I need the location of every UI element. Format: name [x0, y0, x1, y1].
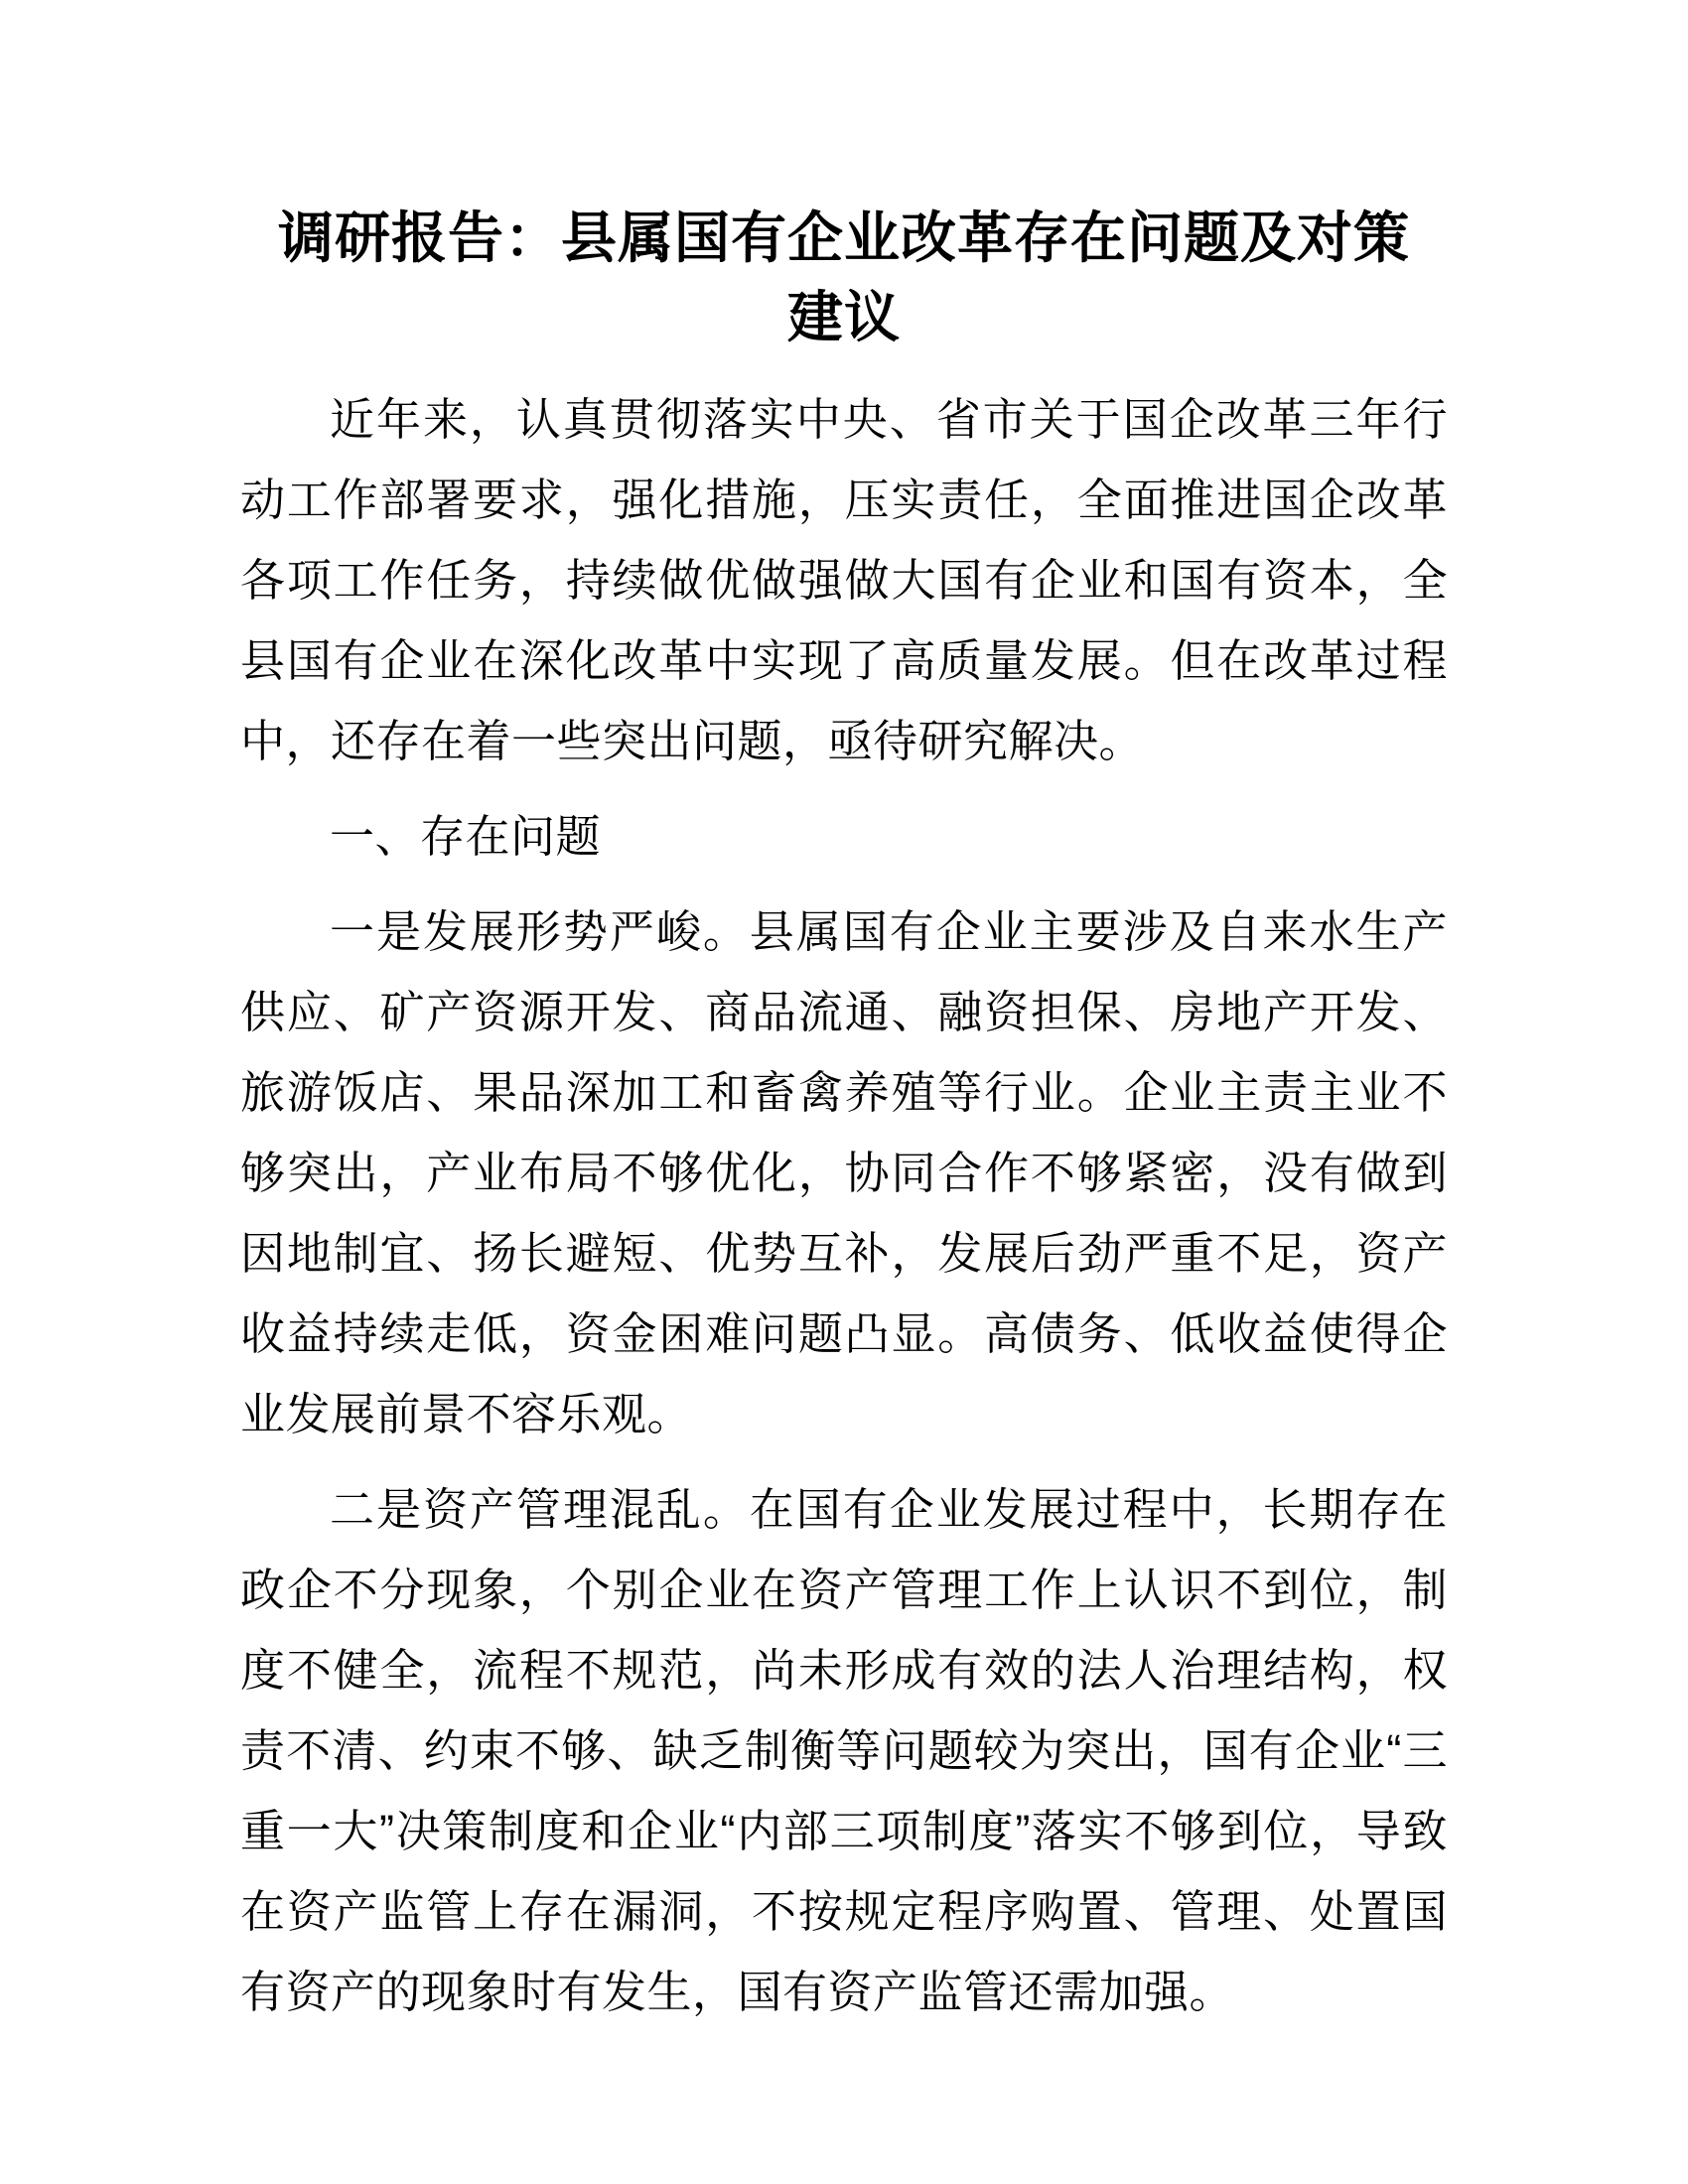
document-title-line-1: 调研报告：县属国有企业改革存在问题及对策 — [278, 206, 1410, 269]
document-title — [240, 199, 1448, 357]
paragraph-problem-2-asset-management: 二是资产管理混乱。在国有企业发展过程中，长期存在政企不分现象，个别企业在资产管理工作上认识不到位，制度不健全，流程不规范，尚未形成有效的法人治理结构，权责不清、约束不够、缺乏制衡等问题较为突出，国有企业“三重一大”决策制度和企业“内部三项制度”落实不够到位，导致在资产监管上存在漏洞，不按规定程序购置、管理、处置国有资产的现象时有发生，国有资产监管还需加强。 — [240, 1484, 1448, 2017]
section-heading-existing-problems: 一、存在问题 — [330, 811, 602, 862]
paragraph-intro: 近年来，认真贯彻落实中央、省市关于国企改革三年行动工作部署要求，强化措施，压实责任，全面推进国企改革各项工作任务，持续做优做强做大国有企业和国有资本，全县国有企业在深化改革中实现了高质量发展。但在改革过程中，还存在着一些突出问题，亟待研究解决。 — [240, 394, 1448, 766]
document-title-line-2: 建议 — [787, 286, 901, 348]
paragraph-problem-1-development: 一是发展形势严峻。县属国有企业主要涉及自来水生产供应、矿产资源开发、商品流通、融资担保、房地产开发、旅游饭店、果品深加工和畜禽养殖等行业。企业主责主业不够突出，产业布局不够优化，协同合作不够紧密，没有做到因地制宜、扬长避短、优势互补，发展后劲严重不足，资产收益持续走低，资金困难问题凸显。高债务、低收益使得企业发展前景不容乐观。 — [240, 906, 1448, 1439]
